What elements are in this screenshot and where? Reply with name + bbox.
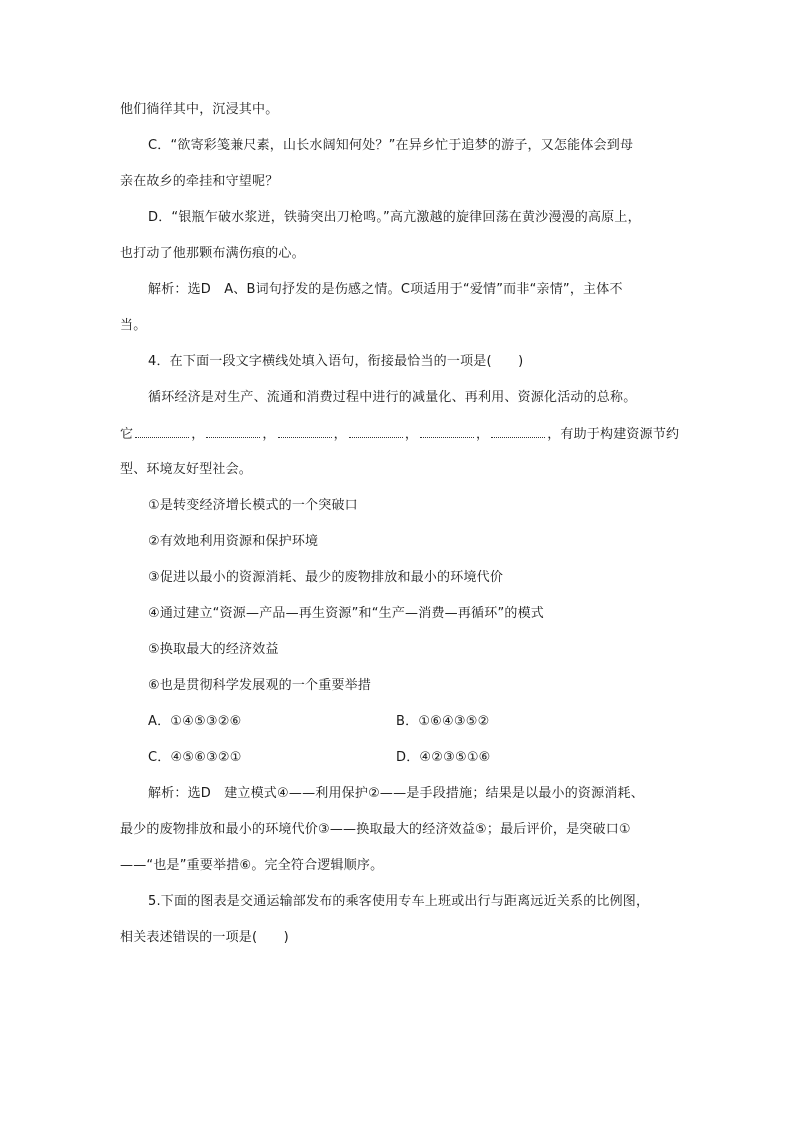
statement-6: ⑥也是贯彻科学发展观的一个重要举措 — [148, 678, 372, 693]
passage-text: ，有助于构建资源节约 — [547, 427, 680, 442]
answer-option-a: A．①④⑤③②⑥ — [148, 714, 242, 729]
analysis-4-end: ——“也是”重要举措⑥。完全符合逻辑顺序。 — [120, 858, 384, 873]
option-d-line: D．“银瓶乍破水浆迸，铁骑突出刀枪鸣。”高亢激越的旋律回荡在黄沙漫漫的高原上， — [148, 210, 641, 225]
passage-text: 它 — [120, 427, 134, 442]
answer-option-d: D．④②③⑤①⑥ — [396, 750, 491, 765]
analysis-3-continuation: 当。 — [120, 318, 147, 333]
comma: ， — [333, 427, 347, 442]
statement-1: ①是转变经济增长模式的一个突破口 — [148, 498, 358, 513]
option-d-continuation: 也打动了他那颗布满伤痕的心。 — [120, 246, 305, 261]
statement-5: ⑤换取最大的经济效益 — [148, 642, 279, 657]
statement-4: ④通过建立“资源—产品—再生资源”和“生产—消费—再循环”的模式 — [148, 606, 544, 621]
option-c-line: C．“欲寄彩笺兼尺素，山长水阔知何处？”在异乡忙于追梦的游子，又怎能体会到母 — [148, 138, 634, 153]
question-4-passage-end: 型、环境友好型社会。 — [120, 462, 253, 477]
comma: ， — [191, 427, 205, 442]
analysis-4-continuation: 最少的废物排放和最小的环境代价③——换取最大的经济效益⑤；最后评价，是突破口① — [120, 822, 631, 837]
question-4: 4．在下面一段文字横线处填入语句，衔接最恰当的一项是( ) — [148, 354, 524, 369]
question-5: 5.下面的图表是交通运输部发布的乘客使用专车上班或出行与距离远近关系的比例图， — [148, 894, 650, 909]
answer-option-b: B．①⑥④③⑤② — [396, 714, 490, 729]
question-5-continuation: 相关表述错误的一项是( ) — [120, 930, 289, 945]
blank-3 — [278, 425, 332, 438]
text-line: 他们徜徉其中，沉浸其中。 — [120, 102, 279, 117]
blank-2 — [206, 425, 260, 438]
question-4-blanks-line — [120, 425, 679, 444]
statement-2: ②有效地利用资源和保护环境 — [148, 534, 319, 549]
blank-6 — [491, 425, 545, 438]
comma: ， — [262, 427, 276, 442]
blank-5 — [420, 425, 474, 438]
option-c-continuation: 亲在故乡的牵挂和守望呢？ — [120, 174, 279, 189]
blank-4 — [349, 425, 403, 438]
blank-1 — [135, 425, 189, 438]
analysis-4-line: 解析：选D 建立模式④——利用保护②——是手段措施；结果是以最小的资源消耗、 — [148, 786, 644, 801]
comma: ， — [476, 427, 490, 442]
analysis-3-line: 解析：选D A、B词句抒发的是伤感之情。C项适用于“爱情”而非“亲情”，主体不 — [148, 282, 623, 297]
statement-3: ③促进以最小的资源消耗、最少的废物排放和最小的环境代价 — [148, 570, 504, 585]
comma: ， — [404, 427, 419, 442]
answer-option-c: C．④⑤⑥③②① — [148, 750, 242, 765]
question-4-passage: 循环经济是对生产、流通和消费过程中进行的减量化、再利用、资源化活动的总称。 — [148, 390, 637, 405]
